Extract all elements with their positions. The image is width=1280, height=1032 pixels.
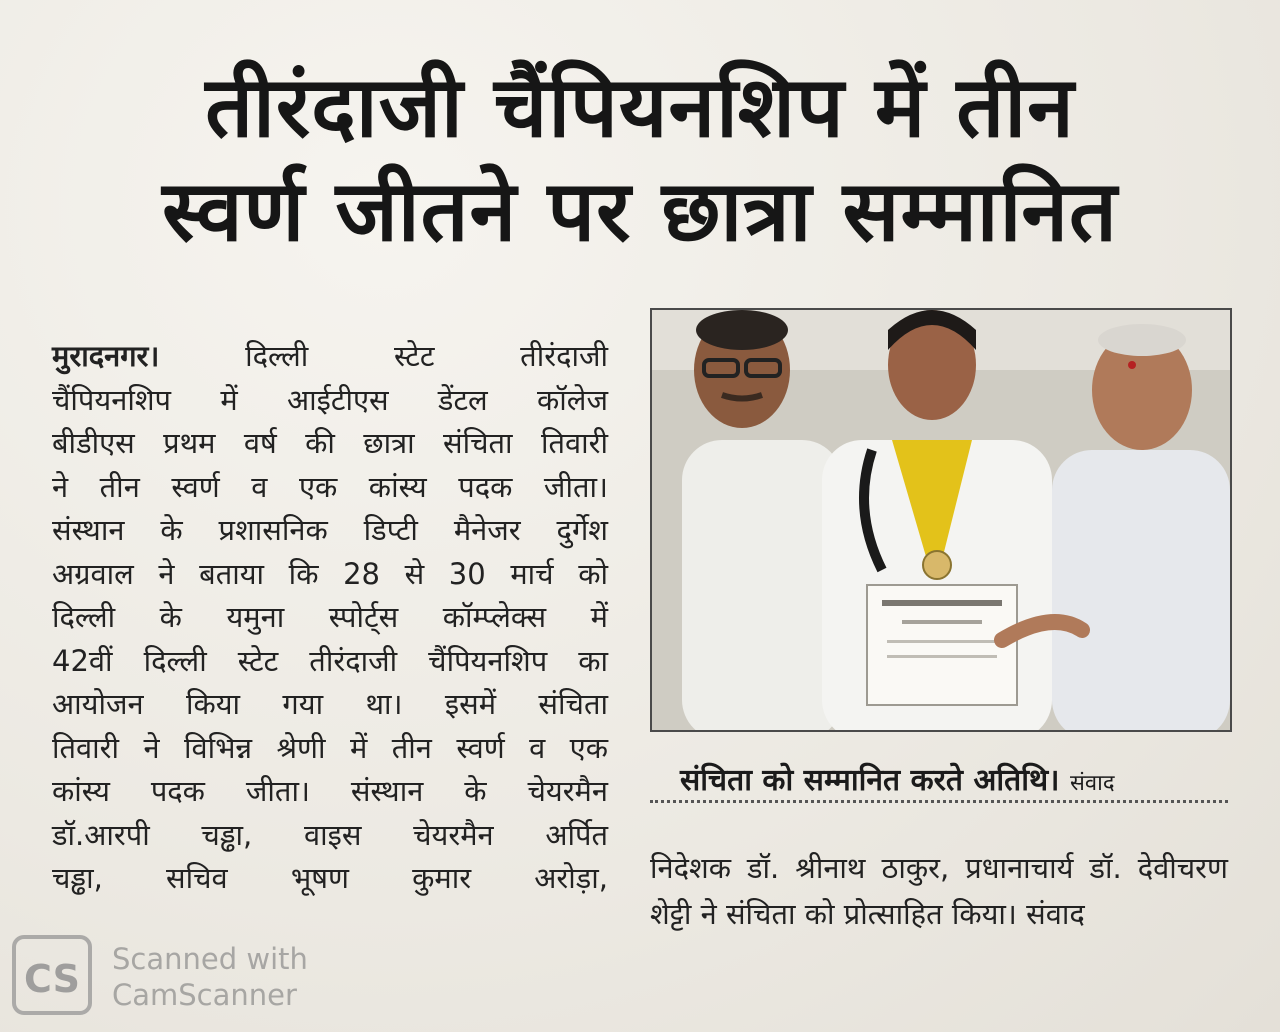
caption-text: संचिता को सम्मानित करते अतिथि। <box>680 763 1060 798</box>
article-line: डॉ.आरपी चड्ढा, वाइस चेयरमैन अर्पित <box>52 817 608 852</box>
dateline: मुरादनगर। <box>52 339 160 373</box>
article-line: तिवारी ने विभिन्न श्रेणी में तीन स्वर्ण व एक <box>52 730 608 765</box>
caption-divider <box>650 800 1228 803</box>
article-line: चड्ढा, सचिव भूषण कुमार अरोड़ा, <box>52 861 608 895</box>
article-right-column <box>650 845 1228 937</box>
headline-line-1: तीरंदाजी चैंपियनशिप में तीन <box>205 58 1075 156</box>
article-continuation: निदेशक डॉ. श्रीनाथ ठाकुर, प्रधानाचार्य डॉ. देवीचरण शेट्टी ने संचिता को प्रोत्साहित किया। <box>650 851 1228 931</box>
watermark-text: Scanned with CamScanner <box>112 942 308 1012</box>
article-line: ने तीन स्वर्ण व एक कांस्य पदक जीता। <box>52 469 608 504</box>
article-line: मुरादनगर। दिल्ली स्टेट तीरंदाजी <box>52 339 609 373</box>
article-line: अग्रवाल ने बताया कि 28 से 30 मार्च को <box>52 556 608 591</box>
article-line: बीडीएस प्रथम वर्ष की छात्रा संचिता तिवारी <box>52 426 608 460</box>
camscanner-logo: CS <box>12 935 92 1015</box>
news-photo <box>650 308 1232 732</box>
article-line: संस्थान के प्रशासनिक डिप्टी मैनेजर दुर्गेश <box>52 513 608 547</box>
caption-credit: संवाद <box>1070 771 1115 796</box>
article-line: चैंपियनशिप में आईटीएस डेंटल कॉलेज <box>52 382 608 417</box>
article-line: आयोजन किया गया था। इसमें संचिता <box>52 687 608 721</box>
certificate <box>867 585 1017 705</box>
camscanner-watermark <box>12 935 392 1025</box>
photo-caption <box>680 758 1220 799</box>
article-line: दिल्ली के यमुना स्पोर्ट्स कॉम्प्लेक्स में <box>52 600 608 634</box>
article-left-column <box>52 335 608 901</box>
article-line: 42वीं दिल्ली स्टेट तीरंदाजी चैंपियनशिप का <box>52 643 608 678</box>
article-credit: संवाद <box>1026 897 1085 931</box>
photo-illustration <box>652 310 1230 730</box>
headline <box>40 55 1240 263</box>
headline-line-2: स्वर्ण जीतने पर छात्रा सम्मानित <box>162 162 1118 260</box>
article-line: कांस्य पदक जीता। संस्थान के चेयरमैन <box>52 774 608 808</box>
